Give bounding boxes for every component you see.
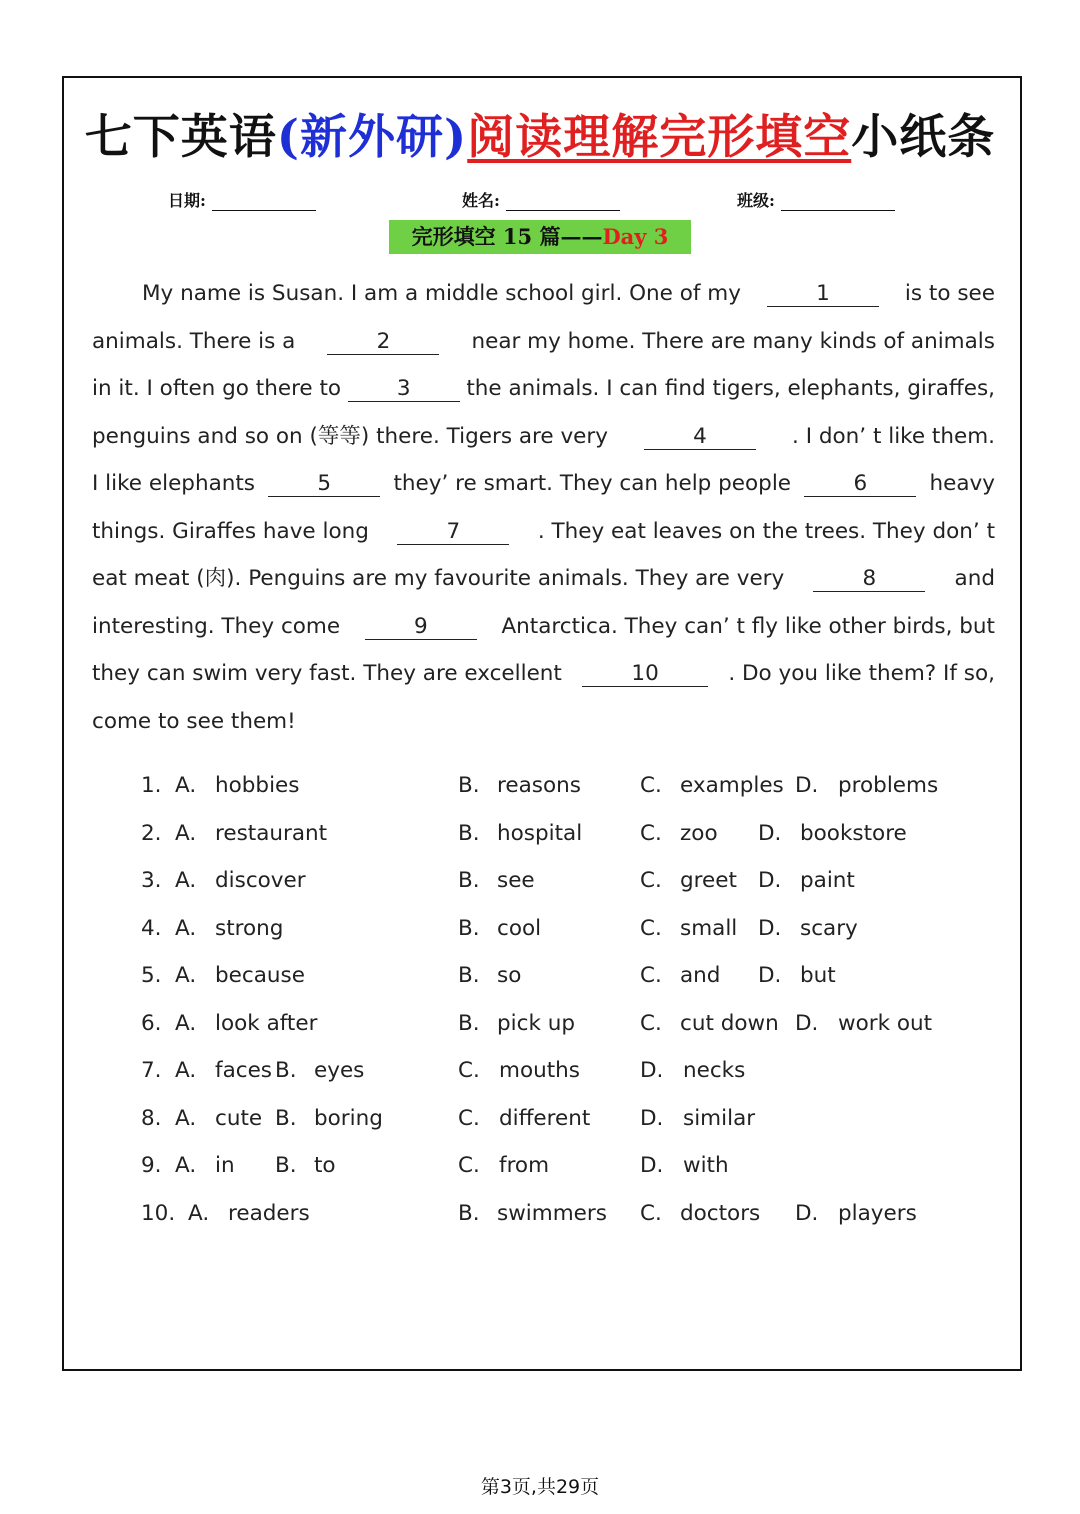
option-a[interactable]: cute xyxy=(215,1105,263,1131)
option-d[interactable]: necks xyxy=(683,1058,746,1083)
option-b[interactable]: so xyxy=(497,963,522,988)
blank-8[interactable]: 8 xyxy=(813,567,925,592)
passage-text: eat meat (肉). Penguins are my favourite animals. They are very xyxy=(92,566,785,591)
option-letter: B. xyxy=(458,1010,480,1036)
option-c[interactable]: doctors xyxy=(680,1200,761,1226)
section-badge xyxy=(389,220,691,254)
date-field xyxy=(168,188,316,211)
option-c[interactable]: small xyxy=(680,915,738,941)
passage-text: heavy xyxy=(929,471,995,496)
blank-5[interactable]: 5 xyxy=(268,472,380,497)
option-c[interactable]: examples xyxy=(680,773,784,798)
passage-line xyxy=(92,603,995,651)
option-letter: D. xyxy=(640,1058,664,1083)
question-number: 2. xyxy=(141,820,162,846)
passage-line xyxy=(92,508,995,556)
title-suffix: 小纸条 xyxy=(851,110,996,165)
option-c[interactable]: greet xyxy=(680,868,737,893)
option-c[interactable]: zoo xyxy=(680,820,718,846)
passage-text: penguins and so on (等等) there. Tigers are very xyxy=(92,423,608,449)
option-letter: B. xyxy=(275,1058,297,1083)
option-b[interactable]: swimmers xyxy=(497,1200,607,1226)
option-d[interactable]: similar xyxy=(683,1105,756,1131)
option-letter: A. xyxy=(175,773,197,798)
passage-text: My name is Susan. I am a middle school girl. One of my xyxy=(142,281,741,306)
blank-7[interactable]: 7 xyxy=(397,520,509,545)
passage-text: interesting. They come xyxy=(92,613,341,639)
name-blank[interactable] xyxy=(506,192,620,211)
passage-text: come to see them! xyxy=(92,708,296,734)
passage-text: Antarctica. They can’ t fly like other birds, but xyxy=(501,613,995,639)
option-letter: D. xyxy=(640,1153,664,1178)
passage-line xyxy=(92,555,995,603)
blank-4[interactable]: 4 xyxy=(644,425,756,450)
blank-1[interactable]: 1 xyxy=(767,282,879,307)
option-letter: D. xyxy=(795,1200,819,1226)
option-d[interactable]: but xyxy=(800,963,836,988)
option-letter: A. xyxy=(175,1010,197,1036)
option-row xyxy=(0,857,1080,905)
option-d[interactable]: players xyxy=(838,1200,917,1226)
option-b[interactable]: eyes xyxy=(314,1058,365,1083)
option-letter: A. xyxy=(175,1153,197,1178)
passage-text: I like elephants xyxy=(92,471,256,496)
option-b[interactable]: reasons xyxy=(497,773,581,798)
class-field xyxy=(737,188,895,211)
passage-line xyxy=(92,365,995,413)
option-letter: C. xyxy=(640,963,662,988)
option-a[interactable]: restaurant xyxy=(215,820,328,846)
option-b[interactable]: pick up xyxy=(497,1010,576,1036)
option-d[interactable]: paint xyxy=(800,868,855,893)
option-b[interactable]: boring xyxy=(314,1105,383,1131)
option-a[interactable]: faces xyxy=(215,1058,272,1083)
option-d[interactable]: bookstore xyxy=(800,820,907,846)
option-letter: C. xyxy=(640,1010,662,1036)
option-letter: D. xyxy=(758,915,782,941)
date-blank[interactable] xyxy=(212,192,316,211)
option-b[interactable]: see xyxy=(497,868,535,893)
option-letter: A. xyxy=(175,868,197,893)
option-row xyxy=(0,905,1080,953)
option-letter: B. xyxy=(458,963,480,988)
class-label: 班级: xyxy=(737,191,775,210)
option-letter: A. xyxy=(175,820,197,846)
option-a[interactable]: look after xyxy=(215,1010,318,1036)
question-number: 5. xyxy=(141,963,162,988)
blank-6[interactable]: 6 xyxy=(804,472,916,497)
passage-text: . They eat leaves on the trees. They don’ t xyxy=(537,518,995,544)
option-d[interactable]: scary xyxy=(800,915,858,941)
option-c[interactable]: different xyxy=(499,1105,591,1131)
passage-text: they’ re smart. They can help people xyxy=(393,471,792,496)
passage-text: near my home. There are many kinds of animals xyxy=(471,328,995,354)
option-c[interactable]: from xyxy=(499,1153,550,1178)
name-field xyxy=(462,188,620,211)
option-row xyxy=(0,1142,1080,1190)
option-c[interactable]: cut down xyxy=(680,1010,779,1036)
option-letter: B. xyxy=(458,773,480,798)
passage-line xyxy=(92,318,995,366)
option-letter: A. xyxy=(175,1058,197,1083)
option-letter: B. xyxy=(275,1153,297,1178)
question-number: 7. xyxy=(141,1058,162,1083)
passage-text: . Do you like them? If so, xyxy=(728,661,995,686)
option-d[interactable]: problems xyxy=(838,773,939,798)
option-d[interactable]: work out xyxy=(838,1010,933,1036)
option-letter: C. xyxy=(640,915,662,941)
blank-10[interactable]: 10 xyxy=(582,662,708,687)
blank-2[interactable]: 2 xyxy=(327,330,439,355)
date-label: 日期: xyxy=(168,191,206,210)
option-b[interactable]: to xyxy=(314,1153,336,1178)
option-b[interactable]: cool xyxy=(497,915,542,941)
badge-text: 完形填空 15 篇—— xyxy=(411,224,603,249)
question-number: 10. xyxy=(141,1200,176,1226)
passage-text: is to see xyxy=(904,281,995,306)
blank-3[interactable]: 3 xyxy=(348,377,460,402)
option-letter: C. xyxy=(458,1153,480,1178)
option-a[interactable]: in xyxy=(215,1153,235,1178)
passage-text: things. Giraffes have long xyxy=(92,518,369,544)
option-letter: D. xyxy=(758,820,782,846)
passage-line xyxy=(92,698,995,746)
option-letter: A. xyxy=(188,1200,210,1226)
option-row xyxy=(0,762,1080,810)
passage-line xyxy=(92,460,995,508)
option-a[interactable]: because xyxy=(215,963,305,988)
option-a[interactable]: hobbies xyxy=(215,773,300,798)
option-letter: A. xyxy=(175,1105,197,1131)
passage-text: and xyxy=(954,566,995,591)
passage-line xyxy=(92,650,995,698)
title-topic: 阅读理解完形填空 xyxy=(467,110,852,165)
question-number: 4. xyxy=(141,915,162,941)
option-row xyxy=(0,1000,1080,1048)
option-letter: D. xyxy=(640,1105,664,1131)
option-c[interactable]: mouths xyxy=(499,1058,580,1083)
question-number: 3. xyxy=(141,868,162,893)
passage-text: the animals. I can find tigers, elephants, giraffes, xyxy=(466,376,995,401)
option-letter: C. xyxy=(640,1200,662,1226)
option-letter: B. xyxy=(458,820,480,846)
option-row xyxy=(0,1095,1080,1143)
option-letter: B. xyxy=(275,1105,297,1131)
option-letter: B. xyxy=(458,868,480,893)
cloze-passage xyxy=(92,270,995,745)
option-a[interactable]: discover xyxy=(215,868,306,893)
option-a[interactable]: strong xyxy=(215,915,284,941)
option-letter: C. xyxy=(640,820,662,846)
blank-9[interactable]: 9 xyxy=(365,615,477,640)
passage-line xyxy=(92,270,995,318)
option-letter: C. xyxy=(458,1105,480,1131)
page-number: 第3页,共29页 xyxy=(480,1476,600,1498)
option-letter: B. xyxy=(458,915,480,941)
option-letter: A. xyxy=(175,915,197,941)
option-a[interactable]: readers xyxy=(228,1200,310,1226)
option-b[interactable]: hospital xyxy=(497,820,583,846)
option-letter: C. xyxy=(640,773,662,798)
class-blank[interactable] xyxy=(781,192,895,211)
passage-text: in it. I often go there to xyxy=(92,376,342,401)
answer-options xyxy=(0,762,1080,1237)
passage-text: . I don’ t like them. xyxy=(792,423,995,449)
title-main: 七下英语 xyxy=(84,110,277,165)
option-letter: C. xyxy=(458,1058,480,1083)
title-edition: (新外研) xyxy=(276,110,468,165)
option-row xyxy=(0,810,1080,858)
badge-day: Day 3 xyxy=(602,224,669,249)
question-number: 9. xyxy=(141,1153,162,1178)
option-letter: D. xyxy=(795,1010,819,1036)
worksheet-title xyxy=(0,100,1080,167)
option-row xyxy=(0,952,1080,1000)
option-row xyxy=(0,1047,1080,1095)
option-letter: D. xyxy=(758,963,782,988)
passage-text: they can swim very fast. They are excellent xyxy=(92,661,562,686)
question-number: 8. xyxy=(141,1105,162,1131)
option-letter: B. xyxy=(458,1200,480,1226)
option-letter: C. xyxy=(640,868,662,893)
passage-line xyxy=(92,413,995,461)
question-number: 6. xyxy=(141,1010,162,1036)
option-d[interactable]: with xyxy=(683,1153,729,1178)
name-label: 姓名: xyxy=(462,191,500,210)
option-letter: D. xyxy=(795,773,819,798)
option-letter: D. xyxy=(758,868,782,893)
option-letter: A. xyxy=(175,963,197,988)
option-row xyxy=(0,1190,1080,1238)
question-number: 1. xyxy=(141,773,162,798)
passage-text: animals. There is a xyxy=(92,328,296,354)
option-c[interactable]: and xyxy=(680,963,721,988)
